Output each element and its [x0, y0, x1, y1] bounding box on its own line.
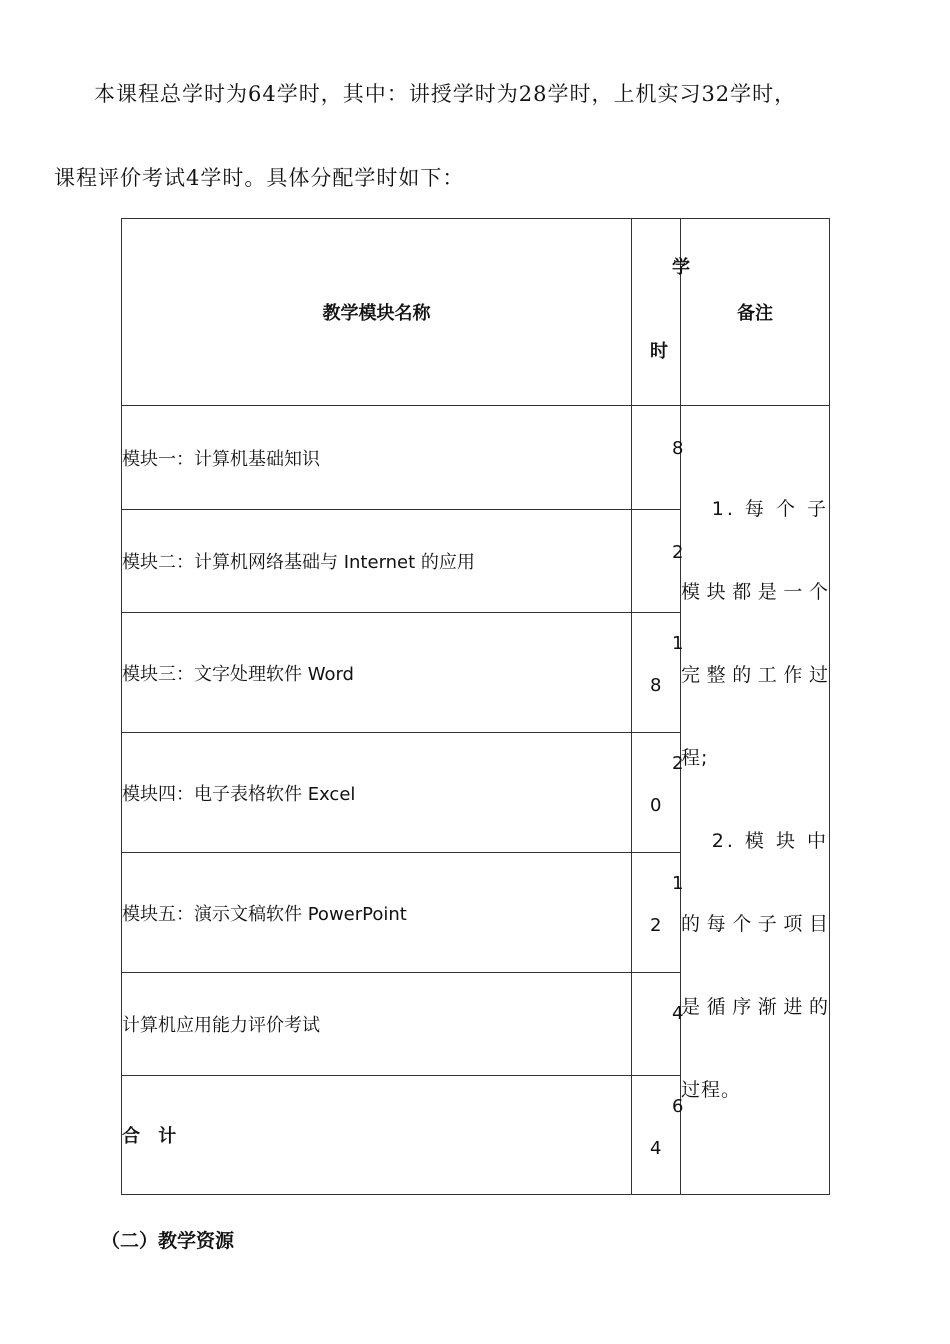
section-title: （二）教学资源 — [101, 1230, 235, 1252]
module-hours: 1 8 — [632, 613, 681, 733]
table-header-row — [122, 219, 830, 406]
module-hours: 2 — [632, 510, 681, 613]
header-hours-bottom: 时 — [650, 341, 668, 362]
module-name: 模块三：文字处理软件 Word — [122, 613, 632, 733]
note-line: 1. 每 个 子 — [711, 498, 829, 520]
header-note: 备注 — [681, 219, 830, 406]
header-hours-top: 学 — [672, 257, 690, 278]
note-line: 过程。 — [681, 1079, 742, 1101]
module-name: 模块二：计算机网络基础与 Internet 的应用 — [122, 510, 632, 613]
total-hours: 6 4 — [632, 1076, 681, 1195]
module-name: 模块四：电子表格软件 Excel — [122, 733, 632, 853]
note-cell — [681, 406, 830, 1195]
module-name: 模块一：计算机基础知识 — [122, 406, 632, 510]
note-line: 是循序渐进的 — [681, 996, 829, 1018]
module-hours: 1 2 — [632, 853, 681, 973]
intro-paragraph — [54, 52, 934, 220]
note-line: 模块都是一个 — [681, 581, 829, 603]
module-name: 模块五：演示文稿软件 PowerPoint — [122, 853, 632, 973]
intro-line-1: 本课程总学时为64学时，其中：讲授学时为28学时，上机实习32学时， — [94, 82, 797, 106]
note-line: 程; — [681, 747, 709, 769]
table-row — [122, 406, 830, 510]
note-line: 完整的工作过 — [681, 664, 829, 686]
note-line: 的每个子项目 — [681, 913, 829, 935]
intro-line-2: 课程评价考试4学时。具体分配学时如下： — [54, 166, 465, 190]
module-name: 计算机应用能力评价考试 — [122, 973, 632, 1076]
module-hours: 4 — [632, 973, 681, 1076]
header-hours — [632, 219, 690, 406]
module-hours: 2 0 — [632, 733, 681, 853]
note-line: 2. 模 块 中 — [711, 830, 829, 852]
header-module-name: 教学模块名称 — [122, 219, 632, 406]
hours-table — [121, 218, 830, 1195]
total-label: 合 计 — [122, 1076, 632, 1195]
module-hours: 8 — [632, 406, 681, 510]
